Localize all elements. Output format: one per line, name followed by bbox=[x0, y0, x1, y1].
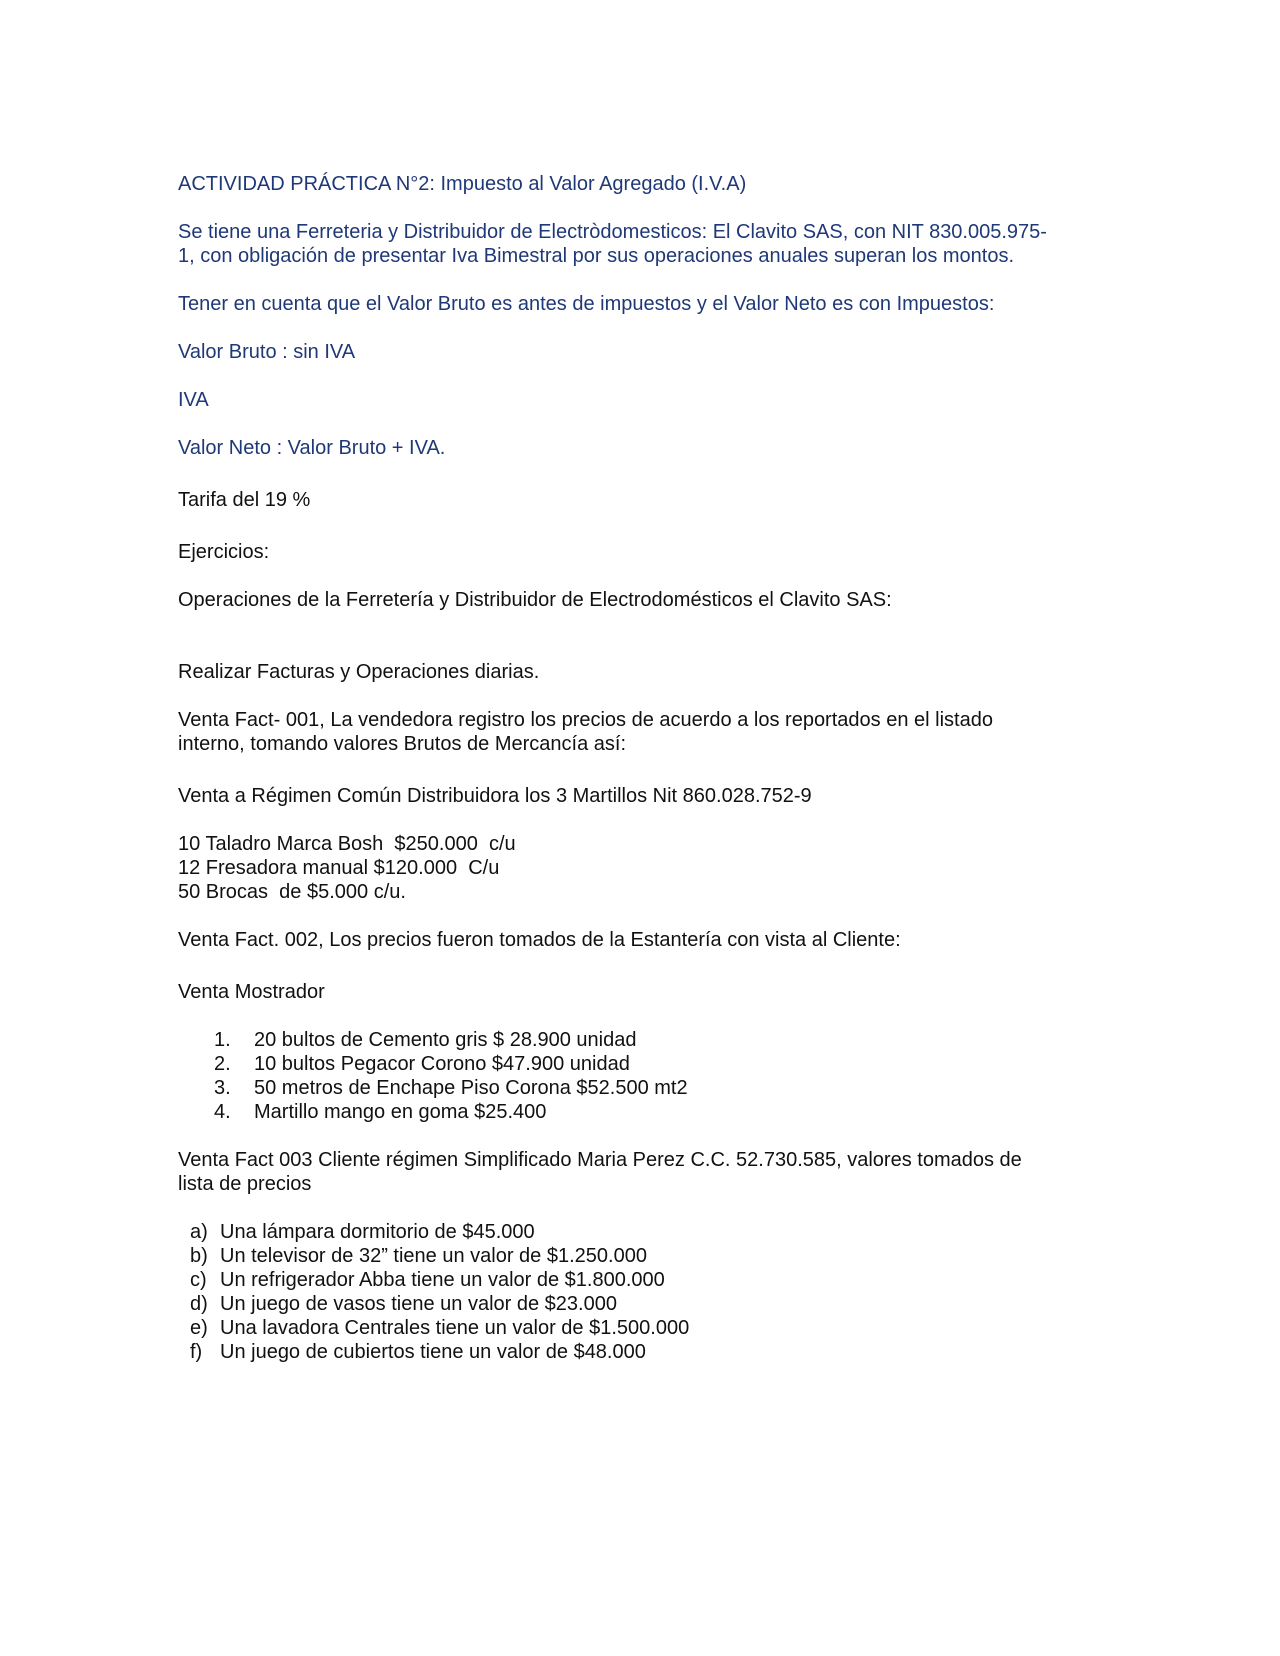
list-letter: e) bbox=[190, 1317, 208, 1339]
ejercicios-heading: Ejercicios: bbox=[178, 541, 270, 563]
definition-valor-neto: Valor Neto : Valor Bruto + IVA. bbox=[178, 437, 446, 459]
fact001-line-1: Venta Fact- 001, La vendedora registro los precios de acuerdo a los reportados en el listado bbox=[178, 709, 993, 731]
list-item bbox=[178, 1220, 1098, 1244]
fact001-paragraph bbox=[178, 708, 1098, 756]
fact003-line-2: lista de precios bbox=[178, 1173, 312, 1195]
definition-valor-bruto: Valor Bruto : sin IVA bbox=[178, 341, 356, 363]
list-text: Un refrigerador Abba tiene un valor de $1.800.000 bbox=[220, 1269, 665, 1291]
realizar-text: Realizar Facturas y Operaciones diarias. bbox=[178, 661, 540, 683]
fact002-cliente: Venta Mostrador bbox=[178, 981, 325, 1003]
fact002-text: Venta Fact. 002, Los precios fueron tomados de la Estantería con vista al Cliente: bbox=[178, 929, 901, 951]
fact003-paragraph bbox=[178, 1148, 1098, 1196]
fact001-cliente: Venta a Régimen Común Distribuidora los 3 Martillos Nit 860.028.752-9 bbox=[178, 785, 812, 807]
intro-line-1: Se tiene una Ferreteria y Distribuidor de Electròdomesticos: El Clavito SAS, con NIT 830.005.975- bbox=[178, 221, 1047, 243]
list-number: 3. bbox=[214, 1077, 231, 1099]
list-text: 50 metros de Enchape Piso Corona $52.500 mt2 bbox=[254, 1077, 688, 1099]
list-item bbox=[178, 1244, 1098, 1268]
list-text: Un juego de vasos tiene un valor de $23.000 bbox=[220, 1293, 617, 1315]
list-item bbox=[178, 1052, 1098, 1076]
definition-iva: IVA bbox=[178, 389, 209, 411]
note-paragraph: Tener en cuenta que el Valor Bruto es antes de impuestos y el Valor Neto es con Impuestos: bbox=[178, 293, 995, 315]
list-item bbox=[178, 1316, 1098, 1340]
list-letter: b) bbox=[190, 1245, 208, 1267]
list-item: 12 Fresadora manual $120.000 C/u bbox=[178, 857, 500, 879]
fact003-line-1: Venta Fact 003 Cliente régimen Simplificado Maria Perez C.C. 52.730.585, valores tomados de bbox=[178, 1149, 1022, 1171]
intro-line-2: 1, con obligación de presentar Iva Bimestral por sus operaciones anuales superan los montos. bbox=[178, 245, 1015, 267]
list-text: Martillo mango en goma $25.400 bbox=[254, 1101, 547, 1123]
doc-title: ACTIVIDAD PRÁCTICA N°2: Impuesto al Valor Agregado (I.V.A) bbox=[178, 173, 747, 195]
list-letter: d) bbox=[190, 1293, 208, 1315]
list-item bbox=[178, 1268, 1098, 1292]
list-item: 10 Taladro Marca Bosh $250.000 c/u bbox=[178, 833, 516, 855]
list-letter: c) bbox=[190, 1269, 207, 1291]
list-item bbox=[178, 1292, 1098, 1316]
list-text: 20 bultos de Cemento gris $ 28.900 unidad bbox=[254, 1029, 637, 1051]
fact001-items bbox=[178, 832, 1098, 904]
document-page bbox=[178, 172, 1098, 1364]
list-number: 4. bbox=[214, 1101, 231, 1123]
list-text: Un juego de cubiertos tiene un valor de $48.000 bbox=[220, 1341, 646, 1363]
intro-paragraph bbox=[178, 220, 1098, 268]
list-item bbox=[178, 1100, 1098, 1124]
tarifa-text: Tarifa del 19 % bbox=[178, 489, 311, 511]
list-number: 1. bbox=[214, 1029, 231, 1051]
operaciones-text: Operaciones de la Ferretería y Distribuidor de Electrodomésticos el Clavito SAS: bbox=[178, 589, 892, 611]
list-text: Una lámpara dormitorio de $45.000 bbox=[220, 1221, 535, 1243]
list-item: 50 Brocas de $5.000 c/u. bbox=[178, 881, 406, 903]
list-text: Una lavadora Centrales tiene un valor de $1.500.000 bbox=[220, 1317, 690, 1339]
fact002-numbered-list bbox=[178, 1028, 1098, 1124]
list-letter: f) bbox=[190, 1341, 203, 1363]
list-text: 10 bultos Pegacor Corono $47.900 unidad bbox=[254, 1053, 630, 1075]
list-item bbox=[178, 1028, 1098, 1052]
fact001-line-2: interno, tomando valores Brutos de Mercancía así: bbox=[178, 733, 627, 755]
list-letter: a) bbox=[190, 1221, 208, 1243]
list-item bbox=[178, 1340, 1098, 1364]
fact003-lettered-list bbox=[178, 1220, 1098, 1364]
list-item bbox=[178, 1076, 1098, 1100]
list-text: Un televisor de 32” tiene un valor de $1.250.000 bbox=[220, 1245, 647, 1267]
list-number: 2. bbox=[214, 1053, 231, 1075]
